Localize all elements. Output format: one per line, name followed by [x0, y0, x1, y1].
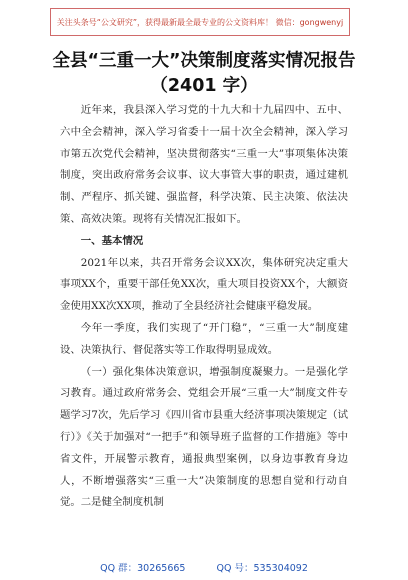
- promo-banner: 关注头条号“公文研究”，获得最新最全最专业的公文资料库！ 微信：gongwenyj: [50, 8, 350, 36]
- qq-number-text: QQ 号：535304092: [216, 563, 308, 574]
- intro-paragraph: 近年来，我县深入学习党的十九大和十九届四中、五中、六中全会精神，深入学习省委十一届十次全会精神，深入学习市第五次党代会精神，坚决贯彻落实“三重一大”事项集体决策制度，突出政府常务会议事、议大事管大事的职责，通过建机制、严程序、抓关键、强监督，科学决策、民主决策、依法决策、高效决策。现将有关情况汇报如下。: [60, 104, 348, 225]
- document-word-count: （2401 字）: [150, 76, 258, 96]
- document-title: 全县“三重一大”决策制度落实情况报告: [52, 51, 356, 71]
- first-quarter-paragraph: 今年一季度，我们实现了“开门稳”，“三重一大”制度建设、决策执行、督促落实等工作取得明显成效。: [60, 321, 348, 356]
- qq-group-text: QQ 群：30265665: [100, 563, 186, 574]
- collective-decision-paragraph: （一）强化集体决策意识，增强制度凝聚力。一是强化学习教育。通过政府常务会、党组会开展“三重一大”制度文件专题学习7次，先后学习《四川省市县重大经济事项决策规定（试行）》《关于加强对“一把手”和领导班子监督的工作措施》等中省文件，开展警示教育，通报典型案例，以身边事教育身边人，不断增强落实“三重一大”决策制度的思想自觉和行动自觉。二是健全制度机制: [60, 365, 348, 509]
- section-heading-basic-situation: 一、基本情况: [80, 234, 144, 247]
- document-body: [60, 100, 348, 514]
- contact-footer: [0, 560, 408, 574]
- statistics-paragraph: 2021年以来，共召开常务会议XX次，集体研究决定重大事项XX个，重要干部任免XX次，重大项目投资XX个，大额资金使用XX次XX项，推动了全县经济社会健康平稳发展。: [60, 256, 348, 313]
